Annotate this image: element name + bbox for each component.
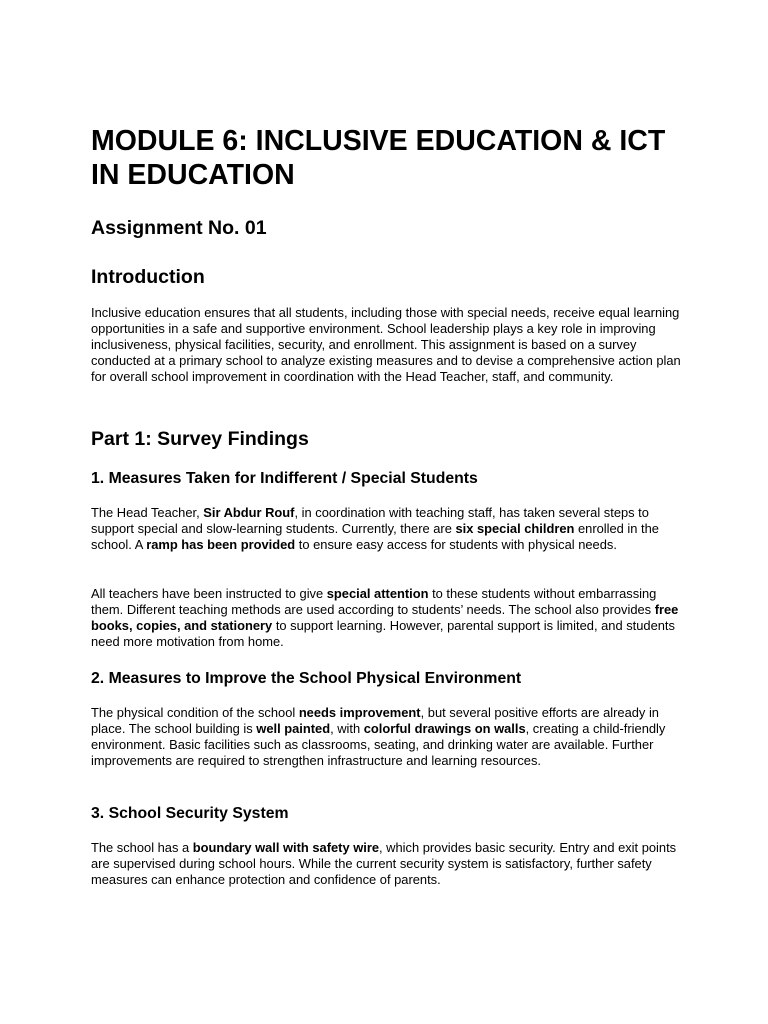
section2-paragraph-1 [91,705,681,769]
bold-phrase: well painted [256,721,331,736]
bold-phrase: colorful drawings on walls [363,721,526,736]
bold-phrase: six special children [455,521,575,536]
bold-phrase: free books, copies, and stationery [91,602,679,633]
section3-paragraph-1 [91,840,681,888]
bold-phrase: special attention [326,586,429,601]
text-run: enrolled in the school. A [91,521,659,552]
text-run: , in coordination with teaching staff, has taken several steps to support special and slow-learning students. Currently, there are [91,505,649,536]
introduction-heading: Introduction [91,266,205,288]
section1-heading: 1. Measures Taken for Indifferent / Special Students [91,470,478,487]
section3-heading: 3. School Security System [91,805,289,822]
text-run: , with [330,721,364,736]
section2-heading: 2. Measures to Improve the School Physical Environment [91,670,522,687]
text-run: The school has a [91,840,193,855]
text-run: to ensure easy access for students with physical needs. [295,537,617,552]
text-run: The Head Teacher, [91,505,204,520]
part1-heading: Part 1: Survey Findings [91,428,309,450]
section1-paragraph-2 [91,586,681,650]
text-run: , creating a child-friendly environment. Basic facilities such as classrooms, seating, and drinking water are available. Further improvements are required to strengthen infrastructure and learning resources. [91,721,666,768]
text-run: , but several positive efforts are already in place. The school building is [91,705,659,736]
head-teacher-name: Sir Abdur Rouf [203,505,295,520]
bold-phrase: ramp has been provided [146,537,296,552]
bold-phrase: needs improvement [298,705,421,720]
text-run: to support learning. However, parental support is limited, and students need more motivation from home. [91,618,675,649]
document-title: MODULE 6: INCLUSIVE EDUCATION & ICT IN EDUCATION [91,125,666,191]
assignment-heading: Assignment No. 01 [91,217,267,239]
text-run: to these students without embarrassing them. Different teaching methods are used according to students’ needs. The school also provides [91,586,657,617]
section1-paragraph-1 [91,505,681,553]
text-run: , which provides basic security. Entry and exit points are supervised during school hours. While the current security system is satisfactory, further safety measures can enhance protection and confidence of parents. [91,840,677,887]
introduction-paragraph: Inclusive education ensures that all students, including those with special needs, receive equal learning opportunities in a safe and supportive environment. School leadership plays a key role in improving inclusiveness, physical facilities, security, and enrollment. This assignment is based on a survey conducted at a primary school to analyze existing measures and to devise a comprehensive action plan for overall school improvement in coordination with the Head Teacher, staff, and community. [91,305,681,384]
bold-phrase: boundary wall with safety wire [192,840,380,855]
text-run: All teachers have been instructed to give [91,586,327,601]
text-run: The physical condition of the school [91,705,299,720]
